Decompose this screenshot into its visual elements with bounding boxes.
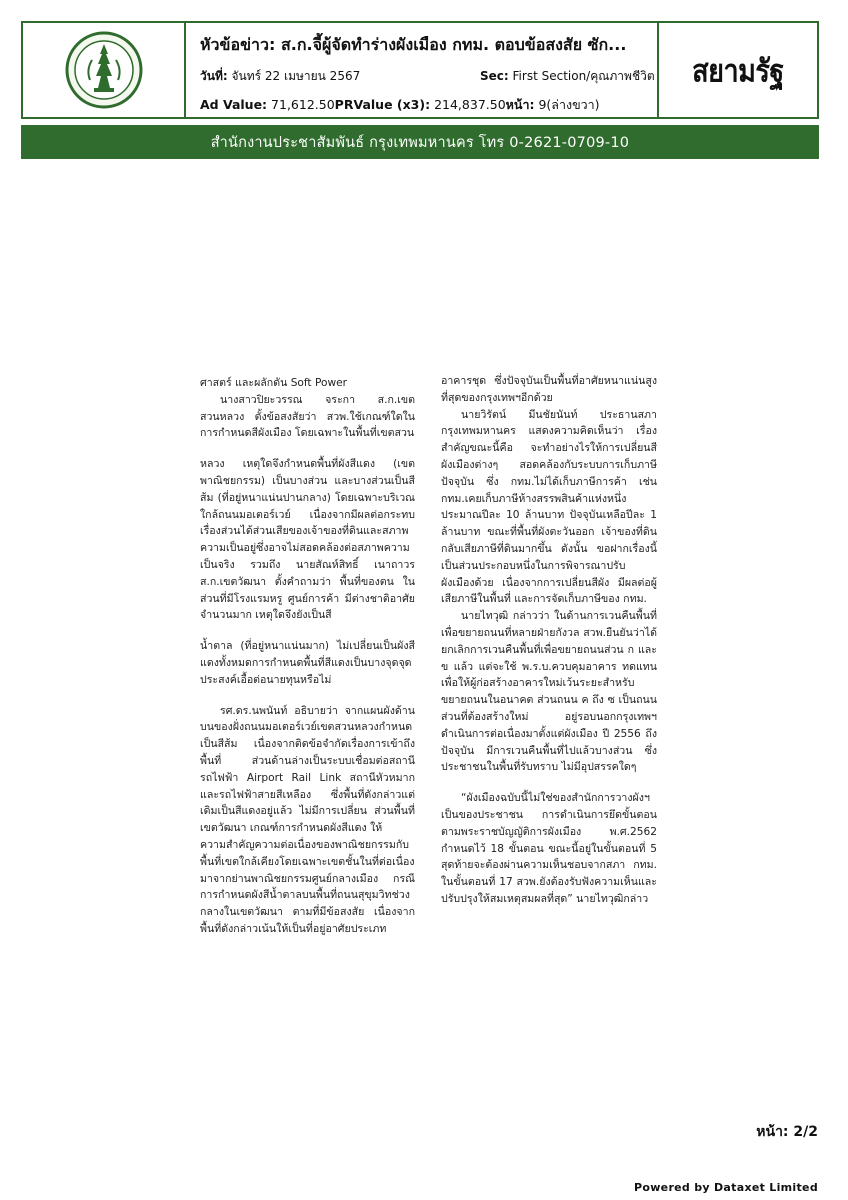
article-column-left [200, 375, 415, 938]
page-label: หน้า: [505, 97, 535, 112]
paragraph: ศาสตร์ และผลักดัน Soft Power [200, 377, 347, 389]
value-row [200, 95, 649, 115]
publication-cell [657, 23, 817, 117]
date-value: จันทร์ 22 เมษายน 2567 [231, 69, 361, 83]
ad-value: 71,612.50 [271, 97, 335, 112]
clipping-info [186, 23, 657, 117]
agency-banner: สำนักงานประชาสัมพันธ์ กรุงเทพมหานคร โทร 0-2621-0709-10 [21, 125, 819, 159]
paragraph: “ผังเมืองฉบับนี้ไม่ใช่ของสำนักการวางผังฯ เป็นของประชาชน การดำเนินการยึดขั้นตอนตามพระราชบัญญัติการผังเมือง พ.ศ.2562 กำหนดไว้ 18 ขั้นตอน ขณะนี้อยู่ในขั้นตอนที่ 5 สุดท้ายจะต้องผ่านความเห็นชอบจากสภา กทม. ในขั้นตอนที่ 17 สวพ.ยังต้องรับฟังความเห็นและปรับปรุงให้สมเหตุสมผลที่สุด” นายไทวุฒิกล่าว [441, 792, 657, 905]
paragraph: นายวิรัตน์ มีนชัยนันท์ ประธานสภากรุงเทพมหานคร แสดงความคิดเห็นว่า เรื่องสำคัญขณะนี้คือ จะทำอย่างไรให้การเปลี่ยนสีผังเมืองต่างๆ สอดคล้องกับระบบการเก็บภาษีปัจจุบัน ซึ่ง กทม.ไม่ได้เก็บภาษีการค้า เช่น กทม.เคยเก็บภาษีห้างสรรพสินค้าแห่งหนึ่งประมาณปีละ 10 ล้านบาท ปัจจุบันเหลือปีละ 1 ล้านบาท ขณะที่พื้นที่ผังตะวันออก เจ้าของที่ดินกลับเสียภาษีที่ดินมากขึ้น ดังนั้น ขอฝากเรื่องนี้เป็นส่วนประกอบหนึ่งในการพิจารณาปรับผังเมืองด้วย เนื่องจากการเปลี่ยนสีผัง มีผลต่อผู้เสียภาษีในพื้นที่ และการจัดเก็บภาษีของ กทม. [441, 408, 657, 606]
headline-text: ส.ก.จี้ผู้จัดทำร่างผังเมือง กทม. ตอบข้อสงสัย ซัก... [280, 35, 627, 54]
headline-row [200, 33, 645, 58]
clipping-header [21, 21, 819, 119]
paragraph: ความสำคัญความต่อเนื่องของพาณิชยกรรมกับพื้นที่เขตใกล้เคียงโดยเฉพาะเขตชั้นในที่ต่อเนื่องมาจากย่านพาณิชยกรรมศูนย์กลางเมือง กรณีการกำหนดผังสีน้ำตาลบนพื้นที่ถนนสุขุมวิทช่วงกลางในเขตวัฒนา ตามที่มีข้อสงสัย เนื่องจากพื้นที่ดังกล่าวเน้นให้เป็นที่อยู่อาศัยประเภท [200, 838, 415, 935]
paragraph: รศ.ดร.นพนันท์ อธิบายว่า จากแผนผังด้านบนของฝั่งถนนมอเตอร์เวย์เขตสวนหลวงกำหนดเป็นสีส้ม เนื่องจากติดข้อจำกัดเรื่องการเข้าถึงพื้นที่ ส่วนด้านล่างเป็นระบบเชื่อมต่อสถานีรถไฟฟ้า Airport Rail Link สถานีหัวหมาก และรถไฟฟ้าสายสีเหลือง ซึ่งพื้นที่ดังกล่าวแต่เดิมเป็นสีแดงอยู่แล้ว ไม่มีการเปลี่ยน ส่วนพื้นที่เขตวัฒนา เกณฑ์การกำหนดผังสีแดง ให้ [200, 704, 415, 835]
ad-value-label: Ad Value: [200, 97, 268, 112]
paragraph: อาคารชุด ซึ่งปัจจุบันเป็นพื้นที่อาศัยหนาแน่นสูงที่สุดของกรุงเทพฯอีกด้วย [441, 375, 657, 404]
paragraph: นางสาวปิยะวรรณ จระกา ส.ก.เขตสวนหลวง ตั้งข้อสงสัยว่า สวพ.ใช้เกณฑ์ใดในการกำหนดสีผังเมือง โดยเฉพาะในพื้นที่เขตสวน [200, 393, 415, 440]
sec-value: First Section/คุณภาพชีวิต [512, 69, 655, 83]
date-sec-row [200, 67, 655, 86]
page-number: หน้า: 2/2 [756, 1124, 818, 1140]
powered-by: Powered by Dataxet Limited [634, 1181, 818, 1194]
logo-cell [23, 23, 186, 117]
bangkok-seal-logo [64, 30, 144, 110]
paragraph: นายไทวุฒิ กล่าวว่า ในด้านการเวนคืนพื้นที่เพื่อขยายถนนที่หลายฝ่ายกังวล สวพ.ยืนยันว่าได้ยกเลิกการเวนคืนพื้นที่เพื่อขยายถนนส่วน ก และ ข แล้ว แต่จะใช้ พ.ร.บ.ควบคุมอาคาร ทดแทน เพื่อให้ผู้ก่อสร้างอาคารใหม่เว้นระยะสำหรับขยายถนนในอนาคต ส่วนถนน ค ถึง ซ เป็นถนนส่วนที่ต้องสร้างใหม่ อยู่รอบนอกกรุงเทพฯ ดำเนินการต่อเนื่องมาตั้งแต่ผังเมือง ปี 2556 ถึงปัจจุบัน มีการเวนคืนพื้นที่ไปแล้วบางส่วน ซึ่งประชาชนในพื้นที่รับทราบ ไม่มีอุปสรรคใดๆ [441, 610, 657, 774]
headline-label: หัวข้อข่าว: [200, 35, 276, 54]
page-value: 9(ล่างขวา) [538, 97, 600, 112]
section-field [480, 67, 655, 86]
pr-value: 214,837.50 [434, 97, 506, 112]
pr-value-label: PRValue (x3): [334, 97, 431, 112]
paragraph: น้ำตาล (ที่อยู่หนาแน่นมาก) ไม่เปลี่ยนเป็นผังสีแดงทั้งหมดการกำหนดพื้นที่สีแดงเป็นบางจุดจุดประสงค์เอื้อต่อนายทุนหรือไม่ [200, 640, 415, 686]
article-column-right [441, 373, 657, 908]
publication-name: สยามรัฐ [692, 53, 784, 89]
sec-label: Sec: [480, 69, 509, 83]
paragraph: หลวง เหตุใดจึงกำหนดพื้นที่ผังสีแดง (เขตพาณิชยกรรม) เป็นบางส่วน และบางส่วนเป็นสีส้ม (ที่อยู่หนาแน่นปานกลาง) โดยเฉพาะบริเวณใกล้ถนนมอเตอร์เวย์ เนื่องจากมีผลต่อกระทบเรื่องส่วนได้ส่วนเสียของเจ้าของที่ดินและสภาพความเป็นอยู่ซึ่งอาจไม่สอดคล้องต่อสภาพความเป็นจริง รวมถึง นายสัณห์สิทธิ์ เนาถาวร ส.ก.เขตวัฒนา ตั้งคำถามว่า พื้นที่ของตน ในส่วนที่มีโรงแรมหรู ศูนย์การค้า มีต่างชาติอาศัยจำนวนมาก เหตุใดจึงยังเป็นสี [200, 458, 415, 622]
date-label: วันที่: [200, 69, 228, 83]
